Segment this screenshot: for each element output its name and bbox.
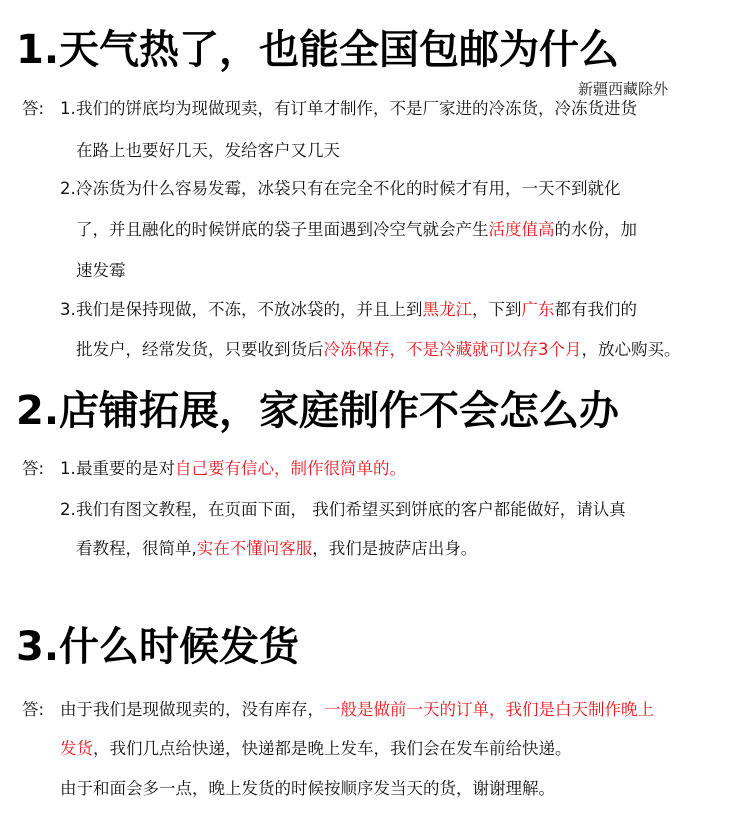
- section-3-answer-label: 答:: [22, 700, 45, 719]
- answer-text: 我们的饼底均为现做现卖，有订单才制作，不是厂家进的冷冻货，冷冻货进货: [76, 99, 637, 118]
- answer-text: ，我们是披萨店出身。: [312, 539, 478, 558]
- answer-text: 的水份，加: [554, 220, 637, 239]
- answer-line: [76, 502, 626, 519]
- item-number: 2.: [60, 500, 76, 519]
- section-3-title: 3.什么时候发货: [16, 624, 300, 670]
- answer-line: [60, 702, 654, 719]
- answer-line: [76, 342, 681, 359]
- highlight-text: 冷冻保存，不是冷藏就可以存3个月: [323, 340, 582, 359]
- answer-text: 我们是保持现做，不冻，不放冰袋的，并且上到: [76, 300, 423, 319]
- answer-text: 批发户，经常发货，只要收到货后: [76, 340, 324, 359]
- answer-line: [60, 781, 555, 798]
- section-2-title: 2.店铺拓展，家庭制作不会怎么办: [16, 388, 620, 434]
- answer-line: [76, 541, 477, 558]
- section-2-answer-label: 答:: [22, 459, 45, 478]
- answer-text: 都有我们的: [554, 300, 637, 319]
- section-1-title: 1.天气热了，也能全国包邮为什么: [16, 27, 620, 73]
- highlight-text: 活度值高: [488, 220, 555, 239]
- answer-line: [76, 263, 126, 280]
- highlight-text: 一般是做前一天的订单，我们是白天制作晚上: [324, 700, 654, 719]
- answer-text: 由于和面会多一点，晚上发货的时候按顺序发当天的货，谢谢理解。: [60, 779, 555, 798]
- answer-text: 了，并且融化的时候饼底的袋子里面遇到冷空气就会产生: [76, 220, 489, 239]
- answer-line: [76, 181, 621, 198]
- answer-text: 在路上也要好几天，发给客户又几天: [76, 141, 340, 160]
- item-number: 1.: [60, 459, 76, 478]
- answer-line: [76, 101, 637, 118]
- answer-text: ，我们几点给快递，快递都是晚上发车，我们会在发车前给快递。: [93, 739, 572, 758]
- answer-text: 由于我们是现做现卖的，没有库存，: [60, 700, 324, 719]
- highlight-text: 黑龙江: [422, 300, 472, 319]
- section-1-answer-label: 答:: [22, 99, 45, 118]
- answer-text: ，下到: [472, 300, 522, 319]
- answer-text: 冷冻货为什么容易发霉，冰袋只有在完全不化的时候才有用，一天不到就化: [76, 179, 621, 198]
- highlight-text: 实在不懂问客服: [196, 539, 313, 558]
- item-number: 3.: [60, 300, 76, 319]
- answer-line: [76, 461, 406, 478]
- item-number: 1.: [60, 99, 76, 118]
- answer-line: [60, 741, 572, 758]
- highlight-text: 发货: [60, 739, 93, 758]
- answer-text: 速发霉: [76, 261, 126, 280]
- answer-text: 最重要的是对: [76, 459, 175, 478]
- section-1-note: 新疆西藏除外: [578, 80, 669, 98]
- answer-text: 我们有图文教程，在页面下面， 我们希望买到饼底的客户都能做好，请认真: [76, 500, 626, 519]
- answer-line: [76, 143, 340, 160]
- answer-text: 看教程，很简单,: [76, 539, 197, 558]
- answer-line: [76, 302, 637, 319]
- answer-text: ，放心购买。: [581, 340, 681, 359]
- highlight-text: 自己要有信心，制作很简单的。: [175, 459, 406, 478]
- highlight-text: 广东: [521, 300, 555, 319]
- answer-line: [76, 222, 637, 239]
- item-number: 2.: [60, 179, 76, 198]
